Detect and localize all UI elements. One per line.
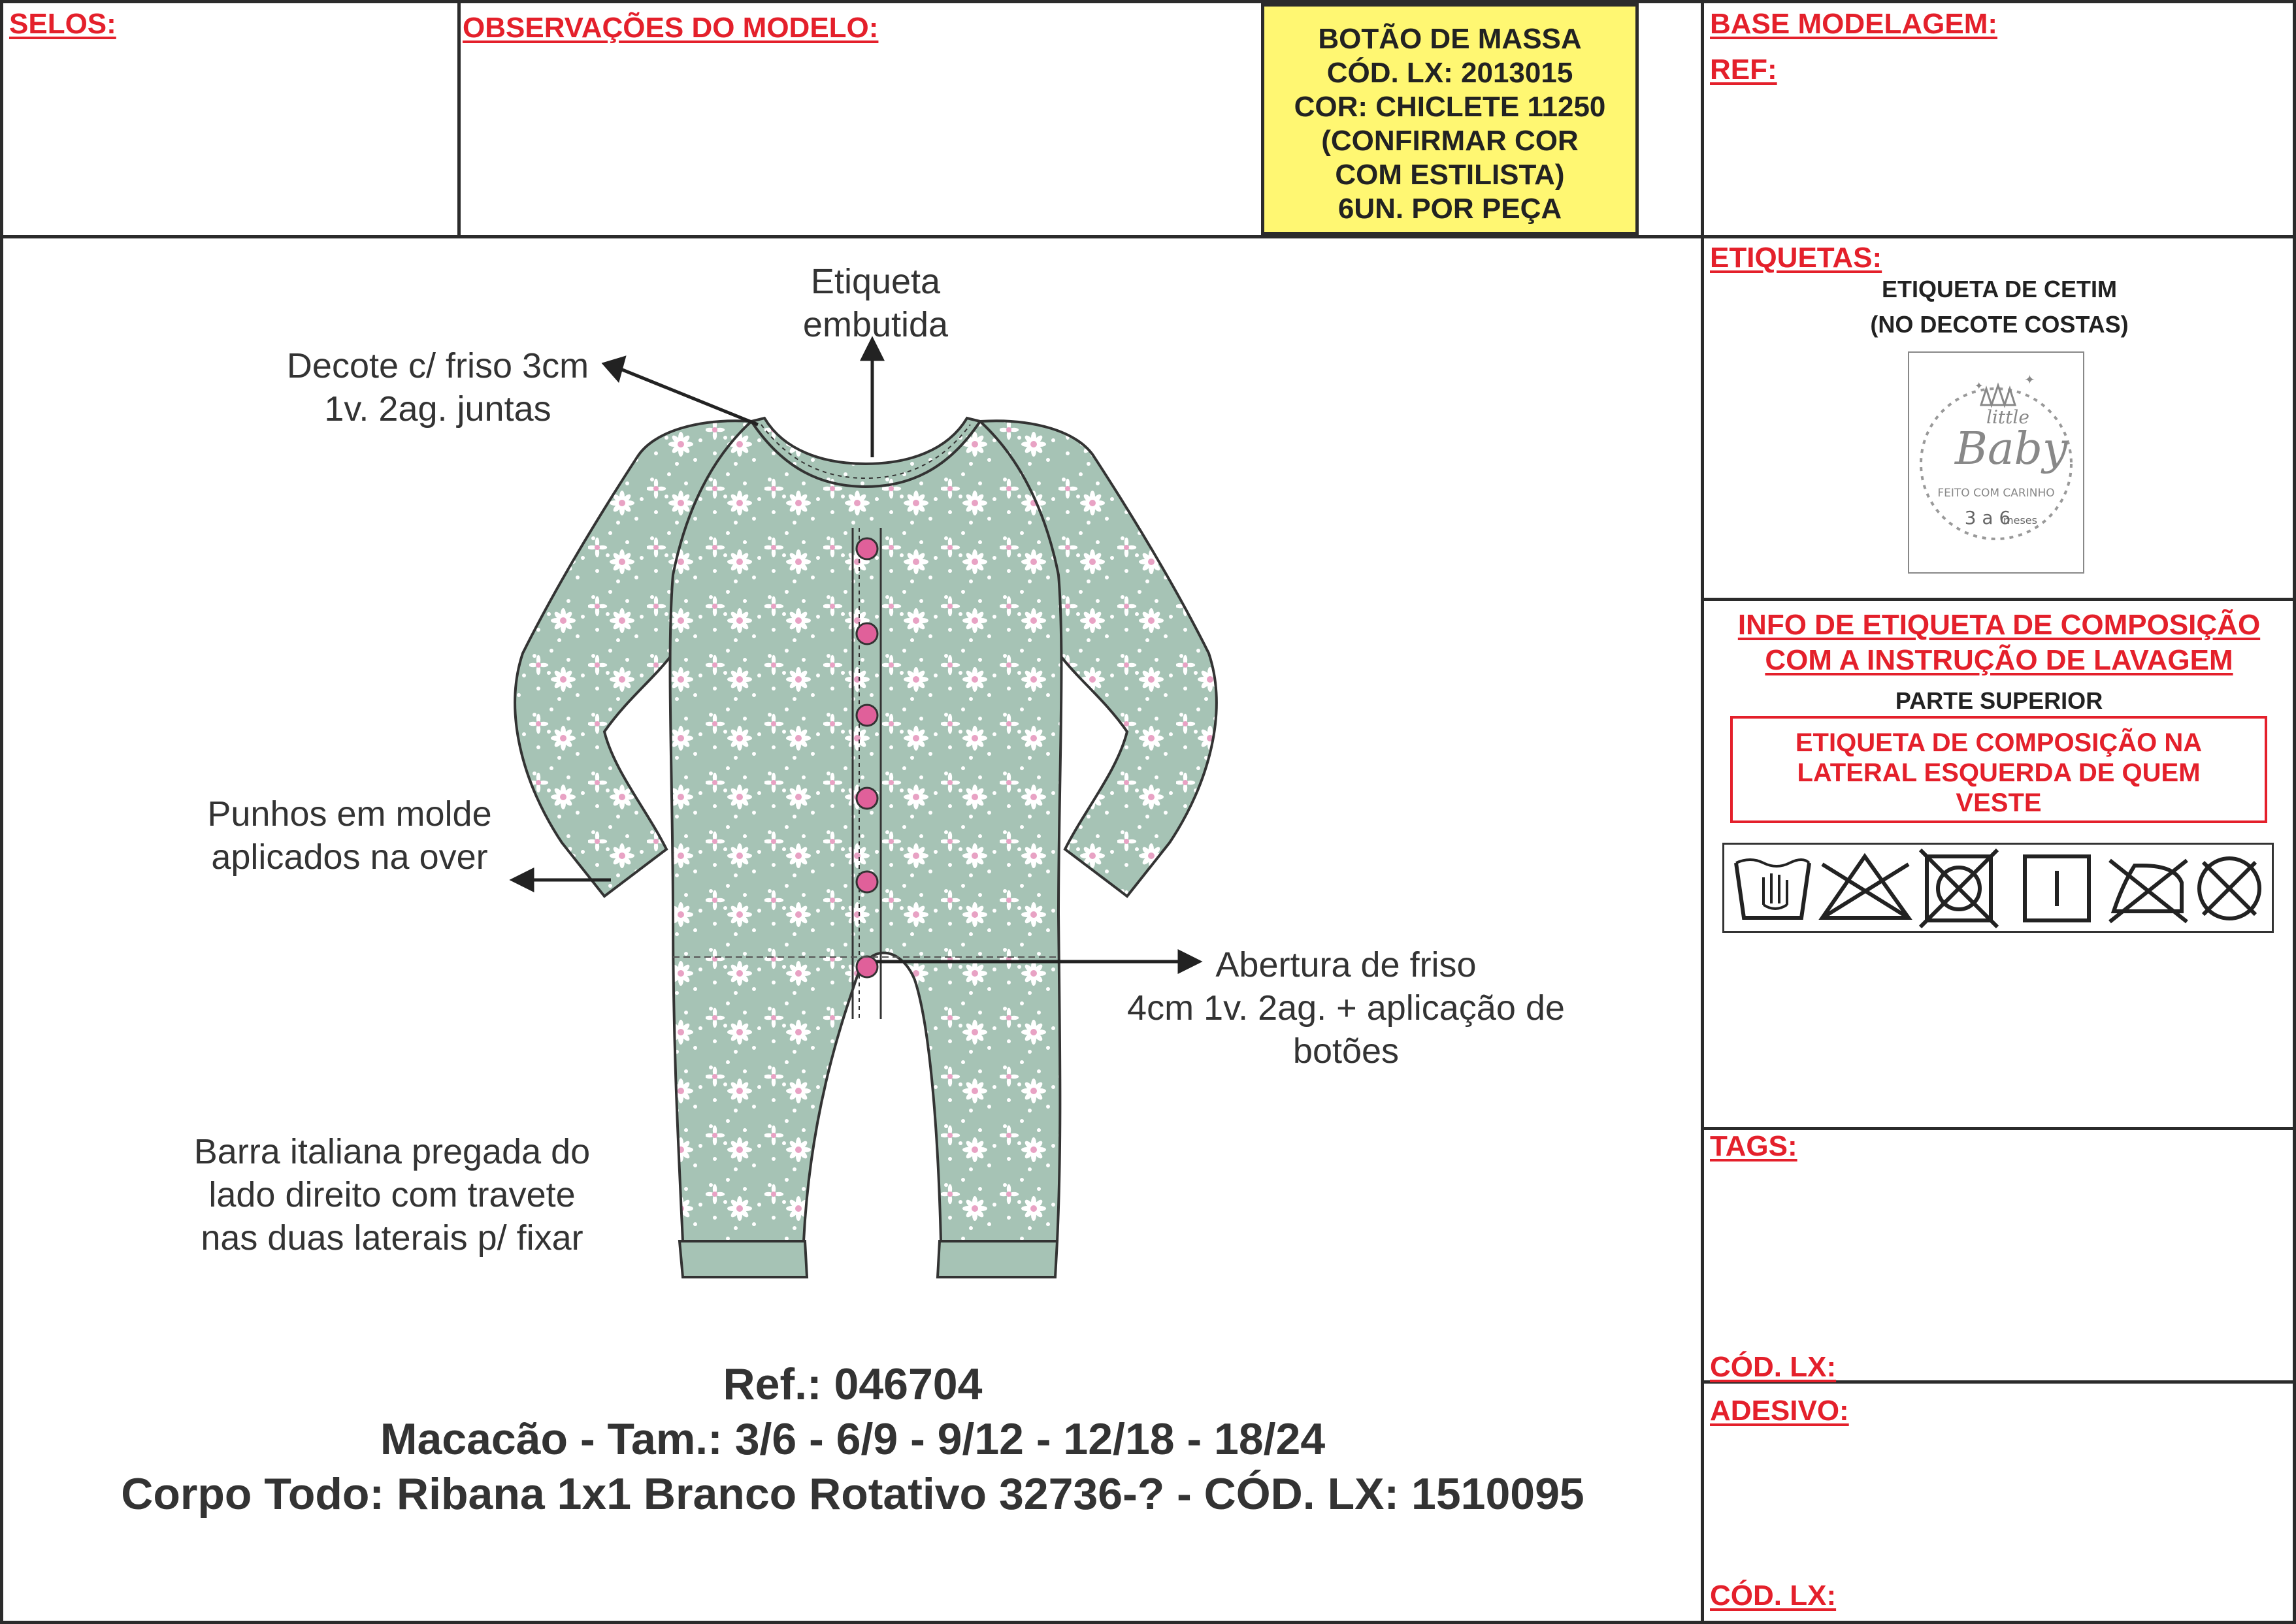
etiqueta-desc: ETIQUETA DE CETIM (NO DECOTE COSTAS): [1870, 276, 2129, 338]
satin-label-image: [1908, 351, 2084, 574]
cod-lx-label-1: CÓD. LX:: [1710, 1351, 1837, 1383]
sidebar-rule-1: [1702, 235, 2296, 238]
button-spec-text: BOTÃO DE MASSA CÓD. LX: 2013015 COR: CHICLETE 11250 (CONFIRMAR COR COM ESTILISTA) 6UN. POR PEÇA: [1294, 23, 1606, 225]
no-tumble-dry-icon: [1920, 850, 1997, 927]
barra-note: Barra italiana pregada do lado direito com travete nas duas laterais p/ fixar: [193, 1132, 591, 1258]
svg-text:✦: ✦: [1975, 380, 1984, 392]
composicao-title: INFO DE ETIQUETA DE COMPOSIÇÃO COM A INSTRUÇÃO DE LAVAGEM: [1737, 609, 2261, 676]
sidebar-rule-2: [1702, 598, 2296, 601]
composicao-box-text: ETIQUETA DE COMPOSIÇÃO NA LATERAL ESQUERDA DE QUEM VESTE: [1795, 728, 2203, 817]
decote-note: Decote c/ friso 3cm 1v. 2ag. juntas: [286, 346, 589, 429]
cod-lx-label-2: CÓD. LX:: [1710, 1580, 1837, 1612]
selos-label: SELOS:: [9, 8, 116, 40]
base-modelagem-label: BASE MODELAGEM:: [1710, 8, 1997, 40]
no-dry-clean-icon: [2199, 858, 2259, 918]
size-unit: meses: [2003, 514, 2037, 527]
left-leg-band: [680, 1241, 807, 1277]
ref-label: REF:: [1710, 54, 1777, 86]
little-baby-logo: [1909, 353, 2083, 572]
care-symbols-strip: [1722, 843, 2274, 933]
line-dry-icon: [2025, 856, 2089, 920]
abertura-note: Abertura de friso 4cm 1v. 2ag. + aplicação de botões: [1127, 945, 1565, 1071]
brand-line1: little: [1986, 406, 2029, 428]
observacoes-label: OBSERVAÇÕES DO MODELO:: [463, 12, 879, 44]
size-text: 3 a 6: [1964, 507, 2011, 528]
svg-text:✦: ✦: [2024, 372, 2035, 387]
no-bleach-icon: [1822, 856, 1909, 918]
brand-line2: Baby: [1955, 423, 2068, 475]
etiquetas-label: ETIQUETAS:: [1710, 242, 1882, 274]
adesivo-label: ADESIVO:: [1710, 1395, 1849, 1427]
no-iron-icon: [2110, 860, 2187, 922]
hand-wash-icon: [1736, 860, 1809, 918]
punhos-note: Punhos em molde aplicados na over: [207, 794, 492, 877]
model-sizes: Macacão - Tam.: 3/6 - 6/9 - 9/12 - 12/18 - 18/24: [380, 1414, 1326, 1464]
composicao-box: [1730, 716, 2267, 823]
right-leg-band: [938, 1241, 1057, 1277]
etiqueta-embutida-note: Etiqueta embutida: [802, 262, 949, 344]
parte-superior: PARTE SUPERIOR: [1895, 687, 2103, 714]
fabric-spec: Corpo Todo: Ribana 1x1 Branco Rotativo 32736-? - CÓD. LX: 1510095: [121, 1469, 1584, 1519]
tagline: FEITO COM CARINHO: [1937, 487, 2055, 500]
tags-label: TAGS:: [1710, 1130, 1797, 1162]
ref-code: Ref.: 046704: [723, 1359, 983, 1409]
